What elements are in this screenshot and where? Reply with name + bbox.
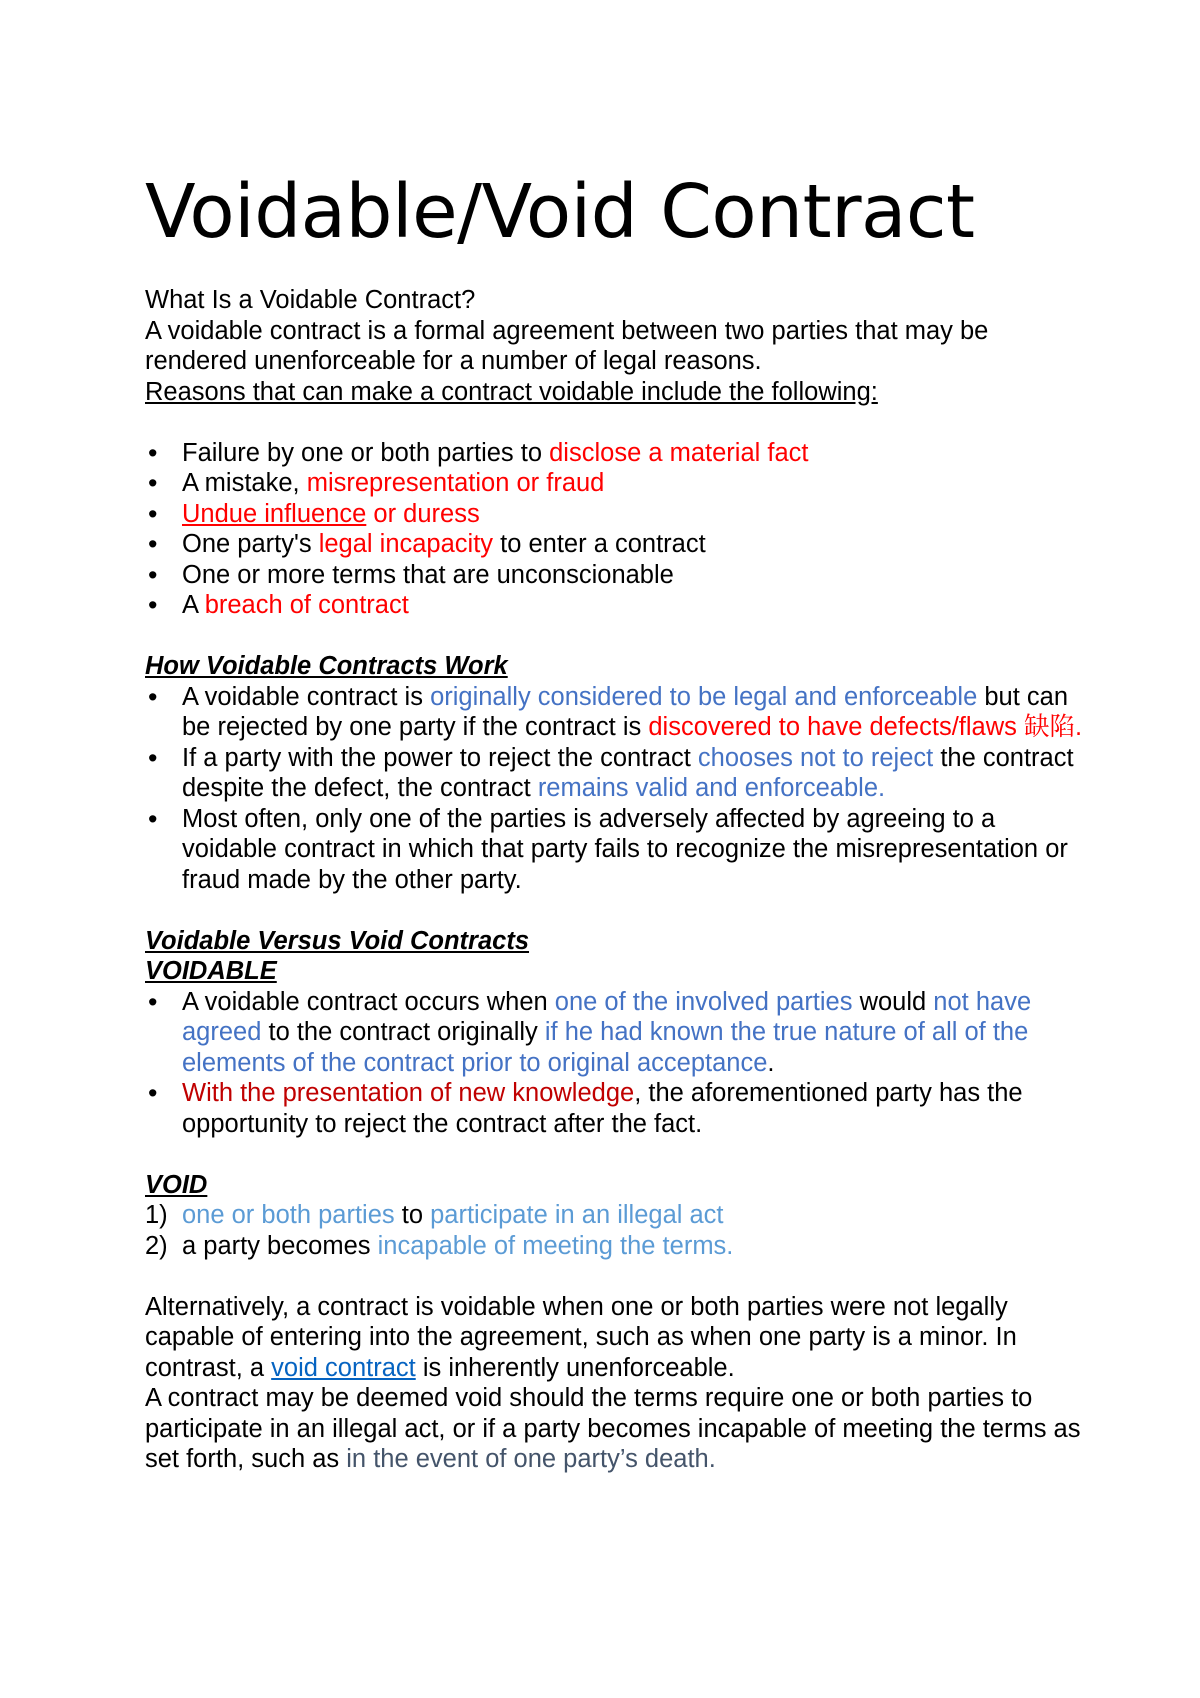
list-item: • With the presentation of new knowledge, the aforementioned party has the opportunity to reject the contract after the fact. xyxy=(145,1078,1085,1139)
list-number: 2) xyxy=(145,1231,168,1260)
voidable-label: VOIDABLE xyxy=(145,957,277,985)
list-item: • A voidable contract occurs when one of the involved parties would not have agreed to the contract originally if he had known the true nature of all of the elements of the contract prior to original acceptance. xyxy=(145,987,1085,1079)
list-item: 1) one or both parties to participate in an illegal act xyxy=(145,1201,724,1229)
void-label: VOID xyxy=(145,1170,208,1199)
list-number: 1) xyxy=(145,1201,168,1229)
closing-paragraph-2: A contract may be deemed void should the terms require one or both parties to participate in an illegal act, or if a party becomes incapable of meeting the terms as set forth, such as in the event of one party’s death. xyxy=(145,1384,1081,1473)
reasons-list xyxy=(145,438,1085,621)
list-item: 2) a party becomes incapable of meeting the terms. xyxy=(145,1231,734,1260)
list-item: • One or more terms that are unconscionable xyxy=(145,560,1085,591)
list-item: • One party's legal incapacity to enter a contract xyxy=(145,529,1085,560)
voidable-list xyxy=(145,987,1085,1140)
how-list xyxy=(145,682,1085,896)
closing-paragraph-1: Alternatively, a contract is voidable when one or both parties were not legally capable of entering into the agreement, such as when one party is a minor. In contrast, a void contract is inherently unenforceable. xyxy=(145,1292,1017,1382)
list-item: • If a party with the power to reject the contract chooses not to reject the contract despite the defect, the contract remains valid and enforceable. xyxy=(145,743,1085,804)
list-item: • A mistake, misrepresentation or fraud xyxy=(145,468,1085,499)
list-item: • A voidable contract is originally considered to be legal and enforceable but can be rejected by one party if the contract is discovered to have defects/flaws 缺陷. xyxy=(145,682,1085,743)
how-heading: How Voidable Contracts Work xyxy=(145,652,508,680)
versus-heading: Voidable Versus Void Contracts xyxy=(145,926,530,955)
void-contract-link[interactable]: void contract xyxy=(271,1353,416,1382)
reasons-heading: Reasons that can make a contract voidable include the following: xyxy=(145,377,878,406)
undue-influence-link[interactable]: Undue influence xyxy=(182,499,367,528)
list-item: • A breach of contract xyxy=(145,590,1085,621)
document-title: Voidable/Void Contract xyxy=(145,169,975,255)
intro-definition: A voidable contract is a formal agreement between two parties that may be rendered unenforceable for a number of legal reasons. xyxy=(145,316,989,375)
intro-question: What Is a Voidable Contract? xyxy=(145,286,476,314)
list-item: • Most often, only one of the parties is adversely affected by agreeing to a voidable contract in which that party fails to recognize the misrepresentation or fraud made by the other party. xyxy=(145,804,1085,896)
document-body xyxy=(145,285,1085,1475)
list-item: • Undue influence or duress xyxy=(145,499,1085,530)
void-list xyxy=(145,1200,1085,1261)
list-item: • Failure by one or both parties to disclose a material fact xyxy=(145,438,1085,469)
